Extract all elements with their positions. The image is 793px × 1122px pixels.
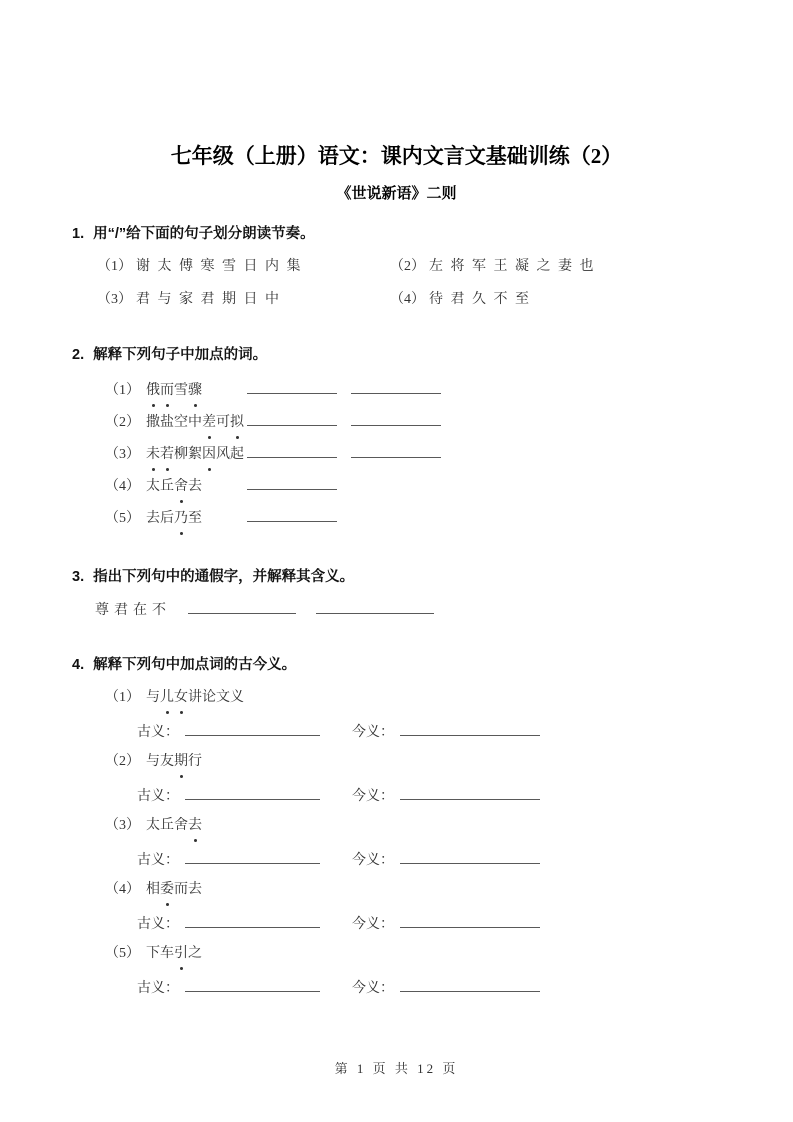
item-text: 君 与 家 君 期 日 中 [136,292,281,307]
question-1-items [72,256,743,311]
question-4 [72,655,743,1007]
exercise-item [72,379,743,411]
item-number: （2） [105,415,140,430]
page-footer: 第 1 页 共 12 页 [334,1061,459,1076]
question-4-header [72,655,743,675]
answer-blank [185,849,320,864]
answer-blank [351,411,441,426]
modern-meaning-label: 今义： [352,725,394,740]
answer-blank [247,507,337,522]
question-4-items [72,687,743,1007]
exercise-item [97,289,390,311]
answer-blank [316,599,434,614]
answer-blank [185,913,320,928]
ancient-meaning-label: 古义： [137,917,179,932]
answer-blank [400,977,540,992]
exercise-item [72,751,743,815]
item-text: 与友期行 [146,754,202,769]
item-number: （1） [97,259,132,274]
answer-blank [400,913,540,928]
item-text: 太丘舍去 [146,479,202,494]
question-1-number: 1. [72,226,85,242]
item-text: 去后乃至 [146,511,202,526]
item-number: （3） [97,292,132,307]
question-3-number: 3. [72,569,85,585]
question-2-items [72,379,743,539]
item-number: （4） [105,882,140,897]
answer-blank [188,599,296,614]
question-3 [72,567,743,623]
ancient-meaning-label: 古义： [137,725,179,740]
item-text: 未若柳絮因风起 [146,447,244,462]
ancient-meaning-label: 古义： [137,981,179,996]
exercise-item [72,443,743,475]
answer-blank [247,443,337,458]
exercise-item [97,256,390,278]
item-number: （1） [105,690,140,705]
item-text: 待 君 久 不 至 [429,292,531,307]
item-number: （2） [105,754,140,769]
modern-meaning-label: 今义： [352,789,394,804]
question-2-header [72,345,743,365]
item-number: （1） [105,383,140,398]
item-text: 俄而雪骤 [146,383,202,398]
item-text: 左 将 军 王 凝 之 妻 也 [429,259,596,274]
answer-blank [185,977,320,992]
question-2-prompt: 解释下列句子中加点的词。 [93,347,268,363]
document-title: 七年级（上册）语文：课内文言文基础训练（2） [170,144,623,168]
question-1-header [72,224,743,244]
item-number: （3） [105,447,140,462]
question-4-prompt: 解释下列句中加点词的古今义。 [93,657,297,673]
answer-blank [247,411,337,426]
question-2-number: 2. [72,347,85,363]
question-2 [72,345,743,539]
item-text: 撒盐空中差可拟 [146,415,244,430]
answer-blank [400,849,540,864]
modern-meaning-label: 今义： [352,917,394,932]
exercise-item [72,599,743,623]
exercise-item [390,289,743,311]
answer-blank [400,721,540,736]
item-text: 相委而去 [146,882,202,897]
item-text: 谢 太 傅 寒 雪 日 内 集 [136,259,303,274]
question-3-prompt: 指出下列句中的通假字，并解释其含义。 [93,569,355,585]
ancient-meaning-label: 古义： [137,853,179,868]
item-text: 尊君在不 [95,603,171,618]
item-number: （4） [390,292,425,307]
answer-blank [351,379,441,394]
exercise-item [72,411,743,443]
answer-blank [351,443,441,458]
item-text: 下车引之 [146,946,202,961]
exercise-item [390,256,743,278]
ancient-meaning-label: 古义： [137,789,179,804]
document-subtitle: 《世说新语》二则 [336,185,457,202]
modern-meaning-label: 今义： [352,981,394,996]
exercise-item [72,879,743,943]
exercise-item [72,507,743,539]
answer-blank [247,379,337,394]
item-text: 与儿女讲论文义 [146,690,244,705]
item-text: 太丘舍去 [146,818,202,833]
item-number: （2） [390,259,425,274]
answer-blank [185,721,320,736]
item-number: （3） [105,818,140,833]
exercise-item [72,815,743,879]
item-number: （5） [105,511,140,526]
exercise-item [72,475,743,507]
exercise-item [72,687,743,751]
answer-blank [247,475,337,490]
item-number: （4） [105,479,140,494]
question-4-number: 4. [72,657,85,673]
question-1-prompt: 用“/”给下面的句子划分朗读节奏。 [93,226,315,242]
answer-blank [400,785,540,800]
modern-meaning-label: 今义： [352,853,394,868]
question-1 [72,224,743,311]
exercise-item [72,943,743,1007]
answer-blank [185,785,320,800]
question-3-header [72,567,743,587]
item-number: （5） [105,946,140,961]
